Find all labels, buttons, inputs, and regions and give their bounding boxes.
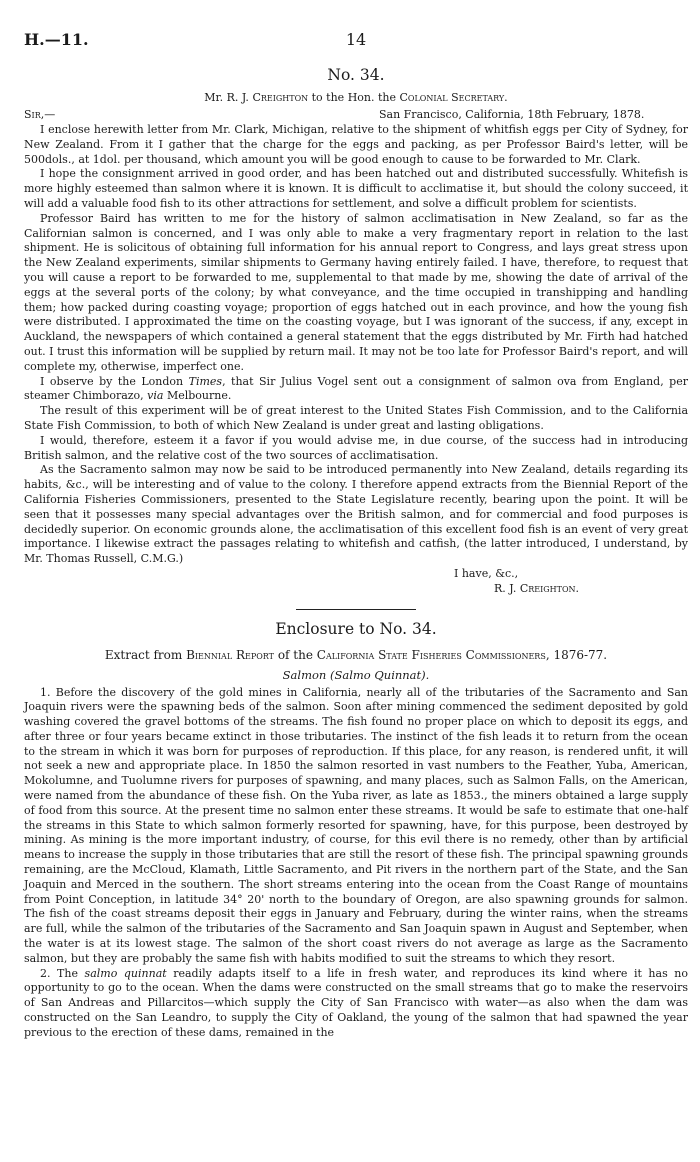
- heading-text: Mr. R. J.: [204, 91, 253, 104]
- letter-heading: [24, 91, 688, 104]
- salutation-row: [24, 108, 688, 123]
- commission-name: California State Fisheries Commissioners: [316, 647, 546, 662]
- signature: [24, 582, 688, 597]
- signature-initials: R. J.: [494, 581, 520, 595]
- paragraph-text: , that Sir Julius Vogel sent out a consignment of salmon ova from England, per steamer Chimborazo,: [24, 374, 688, 403]
- extract-heading: [24, 648, 688, 662]
- running-head: [24, 30, 688, 52]
- page-number: 14: [345, 30, 367, 49]
- letter-paragraph: [24, 375, 688, 405]
- letter-body: [24, 123, 688, 567]
- extract-text: of the: [274, 647, 317, 662]
- letter-paragraph: Professor Baird has written to me for the history of salmon acclimatisation in New Zealand, so far as the Californian salmon is concerned, and I was only able to make a very fragmentary report in relation to the last shipment. He is solicitous of obtaining full information for his annual report to Congress, and lays great stress upon the New Zealand experiments, similar shipments to Germany having entirely failed. I have, therefore, to request that you will cause a report to be forwarded to me, supplemental to that made by me, showing the date of arrival of the eggs at the several ports of the colony; by what conveyance, and the time occupied in transhipping and handling them; how packed during coasting voyage; proportion of eggs hatched out in each province, and how the young fish were distributed. I approximated the time on the coasting voyage, but I was ignorant of the success, if any, except in Auckland, the newspapers of which contained a general statement that the eggs distributed by Mr. Firth had hatched out. I trust this information will be supplied by return mail. It may not be too late for Professor Baird's report, and will complete my, otherwise, imperfect one.: [24, 211, 688, 373]
- page-reference: H.—11.: [24, 30, 89, 49]
- paragraph-text: I observe by the London: [40, 374, 189, 388]
- extract-text: , 1876-77.: [545, 647, 608, 662]
- letter-paragraph: I enclose herewith letter from Mr. Clark, Michigan, relative to the shipment of whitfish eggs per City of Sydney, for New Zealand. From it I gather that the charge for the eggs and packing, as per Professor Baird's letter, will be 500dols., at 1dol. per thousand, which amount you will be good enough to cause to be forwarded to Mr. Clark.: [24, 123, 688, 166]
- heading-recipient: Colonial Secretary.: [399, 91, 508, 104]
- report-name: Biennial Report: [186, 647, 274, 662]
- enclosure-title: Enclosure to No. 34.: [275, 619, 437, 638]
- species-name: salmo quinnat: [84, 966, 167, 980]
- closing: I have, &c.,: [454, 566, 519, 580]
- dateline: San Francisco, California, 18th February, 1878.: [379, 108, 645, 121]
- letter-paragraph: The result of this experiment will be of great interest to the United States Fish Commission, and to the California State Fish Commission, to both of which New Zealand is under great and lasting obligations.: [24, 404, 688, 432]
- extract-text: Extract from: [104, 647, 187, 662]
- letter-paragraph: I hope the consignment arrived in good order, and has been hatched out and distributed successfully. Whitefish is more highly esteemed than salmon where it is known. It is difficult to acclimatise it, but should the colony succeed, it will add a valuable food fish to its other attractions for settlement, and solve a difficult problem for scientists.: [24, 167, 688, 210]
- paragraph-text: readily adapts itself to a life in fresh water, and reproduces its kind where it has no opportunity to go to the ocean. When the dams were constructed on the small streams that go to make the reservoirs of San Andreas and Pillarcitos—which supply the City of San Francisco with water—as also when the dam was constructed on the San Leandro, to supply the City of Oakland, the young of the salmon that had spawned the year previous to the erection of these dams, remained in the: [24, 966, 688, 1039]
- signature-name: Creighton.: [519, 581, 580, 595]
- paragraph-text: 2. The: [40, 966, 85, 980]
- paragraph-text: Melbourne.: [163, 389, 232, 403]
- heading-sender-name: Creighton: [252, 91, 309, 104]
- italic-word: via: [147, 389, 164, 403]
- newspaper-title: Times: [188, 374, 223, 388]
- section-title: Salmon (Salmo Quinnat).: [282, 667, 430, 682]
- letter-number: No. 34.: [327, 66, 385, 84]
- letter-paragraph: As the Sacramento salmon may now be said to be introduced permanently into New Zealand, details regarding its habits, &c., will be interesting and of value to the colony. I therefore append extracts from the Biennial Report of the California Fisheries Commissioners, presented to the State Legislature recently, bearing upon the point. It will be seen that it possesses many special advantages over the British salmon, and for commercial and food purposes is decidedly superior. On economic grounds alone, the acclimatisation of this excellent food fish is an event of very great importance. I likewise extract the passages relating to whitefish and catfish, (the latter introduced, I understand, by Mr. Thomas Russell, C.M.G.): [24, 463, 688, 566]
- section-divider: [296, 609, 416, 610]
- salutation: Sir,—: [24, 108, 56, 121]
- extract-paragraph: [24, 967, 688, 1041]
- letter-paragraph: I would, therefore, esteem it a favor if you would advise me, in due course, of the success had in introducing British salmon, and the relative cost of the two sources of acclimatisation.: [24, 433, 688, 462]
- extract-paragraph: 1. Before the discovery of the gold mines in California, nearly all of the tributaries of the Sacramento and San Joaquin rivers were the spawning beds of the salmon. Soon after mining commenced the sediment deposited by gold washing covered the gravel bottoms of the streams. The fish found no proper place on which to deposit its eggs, and after three or four years became extinct in those tributaries. The instinct of the fish leads it to return from the ocean to the stream in which it was born for purposes of reproduction. If this place, for any reason, is rendered unfit, it will not seek a new and appropriate place. In 1850 the salmon resorted in vast numbers to the Feather, Yuba, American, Mokolumne, and Tuolumne rivers for purposes of spawning, and many places, such as Salmon Falls, on the American, were named from the abundance of these fish. On the Yuba river, as late as 1853., the miners obtained a large supply of food from this source. At the present time no salmon enter these streams. It would be safe to estimate that one-half the streams in this State to which salmon formerly resorted for spawning, have, for this purpose, been destroyed by mining. As mining is the more important industry, of course, for this evil there is no remedy, other than by artificial means to increase the supply in those tributaries that are still the resort of these fish. The principal spawning grounds remaining, are the McCloud, Klamath, Little Sacramento, and Pit rivers in the northern part of the State, and the San Joaquin and Merced in the southern. The short streams entering into the ocean from the Coast Range of mountains from Point Conception, in latitude 34° 20' north to the boundary of Oregon, are also spawning grounds for salmon. The fish of the coast streams deposit their eggs in January and February, during the winter rains, when the streams are full, while the salmon of the tributaries of the Sacramento and San Joaquin spawn in August and September, when the water is at its lowest stage. The salmon of the short coast rivers do not average as large as the Sacramento salmon, but they are probably the same fish with habits modified to suit the streams to which they resort.: [24, 685, 688, 965]
- heading-text: to the Hon. the: [308, 91, 400, 104]
